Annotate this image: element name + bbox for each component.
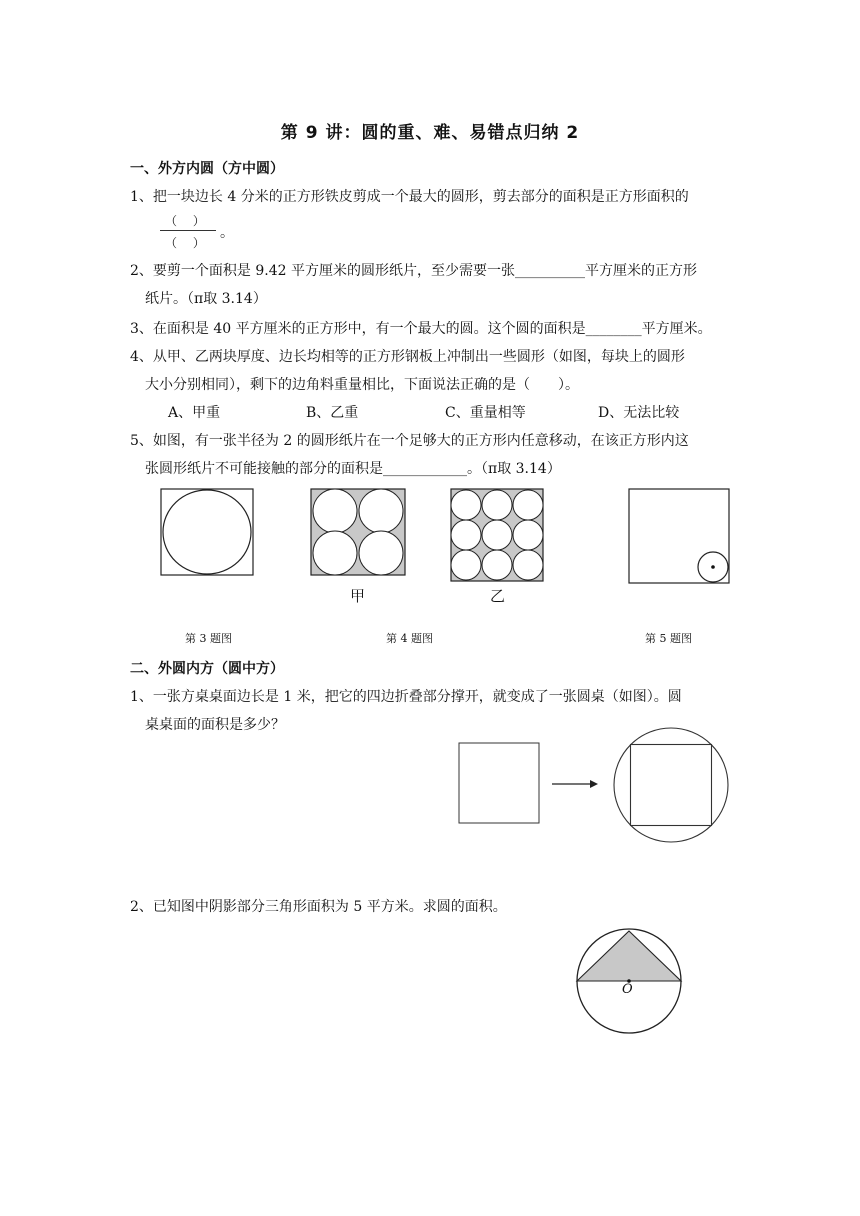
section-2-heading: 二、外圆内方（圆中方）: [130, 661, 284, 677]
label-yi: 乙: [490, 587, 506, 605]
page-title: 第 9 讲：圆的重、难、易错点归纳 2: [280, 123, 580, 143]
figure-square-table: [458, 742, 540, 824]
caption-figure-5: 第 5 题图: [645, 632, 692, 645]
figure-4-jia-plate: [310, 488, 406, 576]
question-5-text: 张圆形纸片不可能接触的部分的面积是: [145, 461, 383, 477]
fraction-numerator: （ ）: [165, 214, 205, 228]
question-3: [130, 320, 712, 338]
question-5-text-end: 。（π取 3.14）: [467, 461, 561, 477]
question-2-text-end: 平方厘米的正方形: [584, 263, 697, 279]
caption-figure-3: 第 3 题图: [185, 632, 232, 645]
option-d[interactable]: D、无法比较: [598, 405, 680, 421]
arrow-icon: [552, 778, 598, 790]
question-5-line-2: [145, 460, 561, 478]
section-2-question-2: 2、已知图中阴影部分三角形面积为 5 平方米。求圆的面积。: [130, 899, 507, 915]
question-3-text: 3、在面积是 40 平方厘米的正方形中，有一个最大的圆。这个圆的面积是: [130, 321, 586, 337]
answer-blank[interactable]: ____________: [383, 461, 467, 477]
option-c[interactable]: C、重量相等: [445, 405, 526, 421]
question-5-line-1: 5、如图，有一张半径为 2 的圆形纸片在一个足够大的正方形内任意移动，在该正方形内这: [130, 433, 689, 449]
question-3-text-end: 平方厘米。: [641, 321, 712, 337]
question-1-end: 。: [220, 225, 234, 241]
question-2-text: 2、要剪一个面积是 9.42 平方厘米的圆形纸片，至少需要一张: [130, 263, 515, 279]
question-2-line-2: 纸片。（π取 3.14）: [145, 291, 267, 307]
question-2-line-1: [130, 262, 697, 280]
option-b[interactable]: B、乙重: [306, 405, 359, 421]
caption-figure-4: 第 4 题图: [386, 632, 433, 645]
figure-3-square-circle: [160, 488, 254, 576]
answer-blank[interactable]: __________: [514, 263, 585, 279]
figure-5-square-with-moving-circle: [628, 488, 730, 584]
question-1-text: 1、把一块边长 4 分米的正方形铁皮剪成一个最大的圆形，剪去部分的面积是正方形面积的: [130, 189, 689, 205]
section-2-question-1-line-1: 1、一张方桌桌面边长是 1 米，把它的四边折叠部分撑开，就变成了一张圆桌（如图）。圆: [130, 689, 682, 705]
option-a[interactable]: A、甲重: [168, 405, 221, 421]
figure-4-yi-plate: [450, 488, 544, 582]
question-4-line-1: 4、从甲、乙两块厚度、边长均相等的正方形钢板上冲制出一些圆形（如图，每块上的圆形: [130, 349, 685, 365]
label-jia: 甲: [350, 587, 366, 605]
answer-blank[interactable]: ________: [585, 321, 642, 337]
section-2-question-1-line-2: 桌桌面的面积是多少？: [145, 717, 285, 733]
question-4-line-2: 大小分别相同），剩下的边角料重量相比，下面说法正确的是（ ）。: [145, 377, 579, 393]
section-1-heading: 一、外方内圆（方中圆）: [130, 161, 284, 177]
fraction-bar: [160, 230, 216, 231]
figure-round-table: [612, 726, 730, 844]
figure-circle-triangle: [574, 928, 684, 1034]
fraction-denominator: （ ）: [165, 236, 205, 250]
center-label-o: O: [622, 982, 633, 997]
